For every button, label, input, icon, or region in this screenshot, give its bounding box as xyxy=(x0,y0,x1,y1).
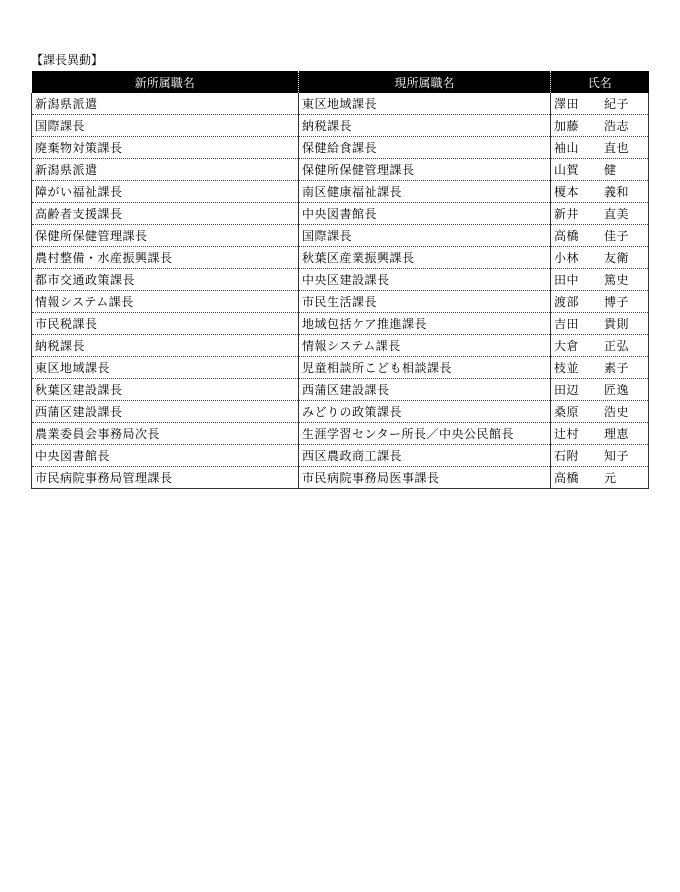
given-name: 直也 xyxy=(604,141,630,155)
given-name: 友衛 xyxy=(604,251,630,265)
cell-new-position: 市民病院事務局管理課長 xyxy=(32,467,299,489)
cell-current-position: 東区地域課長 xyxy=(299,93,551,115)
given-name: 直美 xyxy=(604,207,630,221)
table-row xyxy=(32,357,649,379)
surname: 小林 xyxy=(554,251,580,265)
cell-current-position: 納税課長 xyxy=(299,115,551,137)
surname: 田辺 xyxy=(554,383,580,397)
cell-new-position: 納税課長 xyxy=(32,335,299,357)
table-row xyxy=(32,335,649,357)
cell-name xyxy=(551,93,649,115)
given-name: 貴則 xyxy=(604,317,630,331)
cell-name xyxy=(551,445,649,467)
cell-new-position: 高齢者支援課長 xyxy=(32,203,299,225)
cell-current-position: 南区健康福祉課長 xyxy=(299,181,551,203)
table-row xyxy=(32,159,649,181)
cell-current-position: みどりの政策課長 xyxy=(299,401,551,423)
document-title: 【課長異動】 xyxy=(31,53,104,67)
surname: 加藤 xyxy=(554,119,580,133)
cell-new-position: 障がい福祉課長 xyxy=(32,181,299,203)
cell-new-position: 新潟県派遣 xyxy=(32,93,299,115)
surname: 石附 xyxy=(554,449,580,463)
surname: 澤田 xyxy=(554,97,580,111)
table-row xyxy=(32,379,649,401)
given-name: 義和 xyxy=(604,185,630,199)
cell-name xyxy=(551,115,649,137)
given-name: 理恵 xyxy=(604,427,630,441)
cell-name xyxy=(551,247,649,269)
surname: 新井 xyxy=(554,207,580,221)
cell-new-position: 市民税課長 xyxy=(32,313,299,335)
cell-new-position: 農村整備・水産振興課長 xyxy=(32,247,299,269)
surname: 辻村 xyxy=(554,427,580,441)
cell-new-position: 国際課長 xyxy=(32,115,299,137)
given-name: 健 xyxy=(604,163,617,177)
given-name: 匠逸 xyxy=(604,383,630,397)
cell-current-position: 市民病院事務局医事課長 xyxy=(299,467,551,489)
table-row xyxy=(32,445,649,467)
cell-name xyxy=(551,423,649,445)
cell-new-position: 新潟県派遣 xyxy=(32,159,299,181)
cell-current-position: 秋葉区産業振興課長 xyxy=(299,247,551,269)
cell-new-position: 西蒲区建設課長 xyxy=(32,401,299,423)
surname: 枝並 xyxy=(554,361,580,375)
cell-current-position: 西蒲区建設課長 xyxy=(299,379,551,401)
header-name: 氏名 xyxy=(551,71,649,93)
table-row xyxy=(32,247,649,269)
cell-current-position: 地域包括ケア推進課長 xyxy=(299,313,551,335)
surname: 山賀 xyxy=(554,163,580,177)
table-row xyxy=(32,225,649,247)
cell-current-position: 保健所保健管理課長 xyxy=(299,159,551,181)
given-name: 素子 xyxy=(604,361,630,375)
table-row xyxy=(32,181,649,203)
surname: 桑原 xyxy=(554,405,580,419)
cell-new-position: 秋葉区建設課長 xyxy=(32,379,299,401)
surname: 高橋 xyxy=(554,229,580,243)
given-name: 元 xyxy=(604,471,617,485)
cell-name xyxy=(551,357,649,379)
cell-new-position: 中央図書館長 xyxy=(32,445,299,467)
given-name: 紀子 xyxy=(604,97,630,111)
table-header-row xyxy=(32,71,649,93)
cell-new-position: 情報システム課長 xyxy=(32,291,299,313)
table-row xyxy=(32,203,649,225)
table-row xyxy=(32,291,649,313)
cell-name xyxy=(551,159,649,181)
table-row xyxy=(32,423,649,445)
cell-name xyxy=(551,225,649,247)
cell-name xyxy=(551,467,649,489)
surname: 吉田 xyxy=(554,317,580,331)
given-name: 篤史 xyxy=(604,273,630,287)
given-name: 佳子 xyxy=(604,229,630,243)
cell-current-position: 西区農政商工課長 xyxy=(299,445,551,467)
table-row xyxy=(32,269,649,291)
given-name: 知子 xyxy=(604,449,630,463)
surname: 大倉 xyxy=(554,339,580,353)
surname: 田中 xyxy=(554,273,580,287)
cell-new-position: 都市交通政策課長 xyxy=(32,269,299,291)
cell-name xyxy=(551,137,649,159)
cell-new-position: 保健所保健管理課長 xyxy=(32,225,299,247)
table-body xyxy=(32,93,649,489)
cell-name xyxy=(551,291,649,313)
personnel-table xyxy=(31,71,649,489)
cell-name xyxy=(551,313,649,335)
cell-current-position: 中央図書館長 xyxy=(299,203,551,225)
cell-name xyxy=(551,401,649,423)
cell-current-position: 中央区建設課長 xyxy=(299,269,551,291)
cell-current-position: 市民生活課長 xyxy=(299,291,551,313)
surname: 高橋 xyxy=(554,471,580,485)
cell-name xyxy=(551,203,649,225)
given-name: 正弘 xyxy=(604,339,630,353)
given-name: 浩志 xyxy=(604,119,630,133)
given-name: 浩史 xyxy=(604,405,630,419)
surname: 榎本 xyxy=(554,185,580,199)
table-row xyxy=(32,137,649,159)
cell-name xyxy=(551,269,649,291)
given-name: 博子 xyxy=(604,295,630,309)
cell-current-position: 保健給食課長 xyxy=(299,137,551,159)
cell-current-position: 国際課長 xyxy=(299,225,551,247)
table-row xyxy=(32,401,649,423)
surname: 袖山 xyxy=(554,141,580,155)
cell-name xyxy=(551,335,649,357)
header-new-position: 新所属職名 xyxy=(32,71,299,93)
cell-new-position: 廃棄物対策課長 xyxy=(32,137,299,159)
cell-current-position: 情報システム課長 xyxy=(299,335,551,357)
cell-current-position: 生涯学習センター所長／中央公民館長 xyxy=(299,423,551,445)
cell-name xyxy=(551,379,649,401)
header-current-position: 現所属職名 xyxy=(299,71,551,93)
table-row xyxy=(32,313,649,335)
cell-name xyxy=(551,181,649,203)
table-row xyxy=(32,467,649,489)
table-row xyxy=(32,115,649,137)
table-row xyxy=(32,93,649,115)
cell-new-position: 農業委員会事務局次長 xyxy=(32,423,299,445)
surname: 渡部 xyxy=(554,295,580,309)
cell-new-position: 東区地域課長 xyxy=(32,357,299,379)
cell-current-position: 児童相談所こども相談課長 xyxy=(299,357,551,379)
